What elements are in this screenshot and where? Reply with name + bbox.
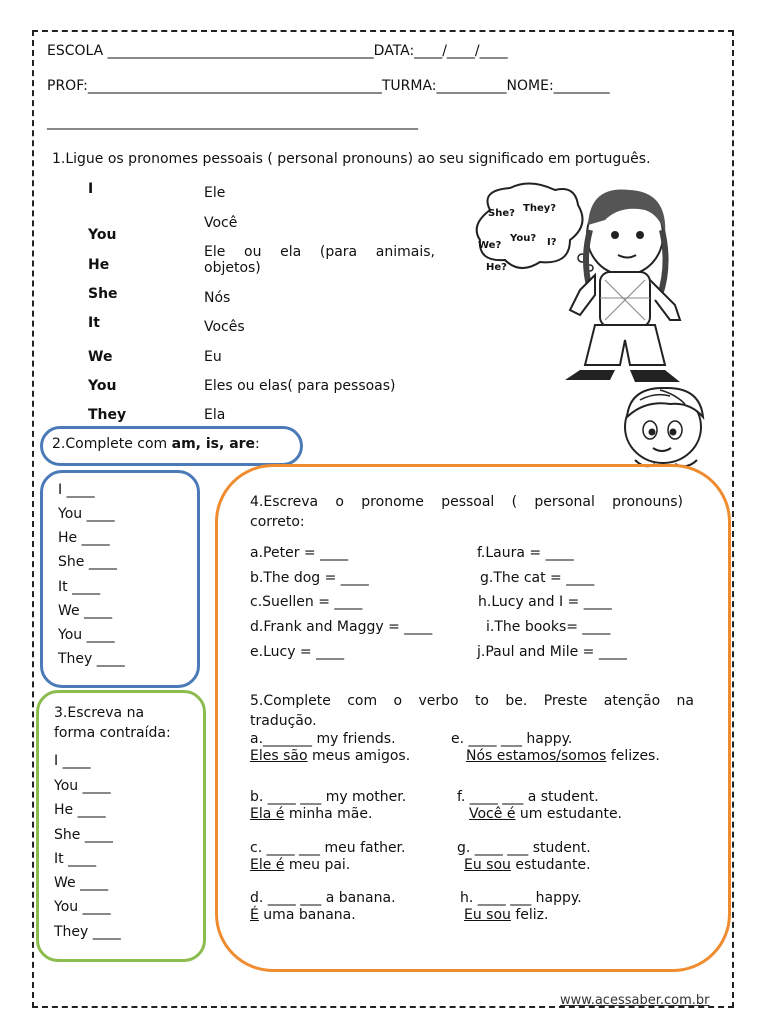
q4-item: b.The dog = ____ bbox=[250, 570, 369, 586]
q1-meaning: Ela bbox=[204, 407, 226, 423]
q5-translation-key: É bbox=[250, 907, 259, 923]
q5-translation-key: Ela é bbox=[250, 806, 285, 822]
q2-item: You ____ bbox=[58, 506, 115, 522]
q5-translation bbox=[464, 907, 548, 923]
q2-item: He ____ bbox=[58, 530, 110, 546]
q1-meaning: Eles ou elas( para pessoas) bbox=[204, 378, 396, 394]
header-teacher-class-name-line: PROF:__________________________________________TURMA:__________NOME:________ bbox=[47, 78, 610, 94]
q5-translation-rest: felizes. bbox=[606, 748, 660, 764]
q2-title-prefix: 2.Complete com bbox=[52, 436, 172, 452]
q4-title-line2: correto: bbox=[250, 514, 305, 530]
q4-title-line1: 4.Escreva o pronome pessoal ( personal pronouns) bbox=[250, 494, 683, 510]
q5-sentence: g. ____ ___ student. bbox=[457, 840, 591, 856]
q1-meaning: Ele ou ela (para animais, objetos) bbox=[204, 244, 435, 276]
q4-item: d.Frank and Maggy = ____ bbox=[250, 619, 433, 635]
q5-translation-rest: meus amigos. bbox=[307, 748, 411, 764]
header-school-date-line: ESCOLA ______________________________________DATA:____/____/____ bbox=[47, 43, 508, 59]
q5-sentence: d. ____ ___ a banana. bbox=[250, 890, 396, 906]
q1-pronoun: I bbox=[88, 181, 94, 197]
bubble-word: I? bbox=[547, 237, 557, 248]
q3-item: You ____ bbox=[54, 778, 111, 794]
q3-title-line1: 3.Escreva na bbox=[54, 705, 145, 721]
q4-item: e.Lucy = ____ bbox=[250, 644, 345, 660]
bubble-word: You? bbox=[510, 233, 537, 244]
q1-pronoun: You bbox=[88, 227, 117, 243]
footer-site-link[interactable]: www.acessaber.com.br bbox=[560, 993, 710, 1008]
q5-translation bbox=[250, 857, 350, 873]
q1-meaning: Vocês bbox=[204, 319, 245, 335]
q1-pronoun: It bbox=[88, 315, 100, 331]
q4-item: h.Lucy and I = ____ bbox=[478, 594, 612, 610]
q1-pronoun: He bbox=[88, 257, 110, 273]
q5-translation-key: Nós estamos/somos bbox=[466, 748, 607, 764]
q2-item: We ____ bbox=[58, 603, 113, 619]
q2-item: You ____ bbox=[58, 627, 115, 643]
q5-translation-rest: um estudante. bbox=[515, 806, 623, 822]
q5-translation-key: Eu sou bbox=[464, 907, 511, 923]
q5-translation bbox=[250, 907, 356, 923]
bubble-word: He? bbox=[486, 262, 507, 273]
q3-item: He ____ bbox=[54, 802, 106, 818]
q1-pronoun: You bbox=[88, 378, 117, 394]
q5-sentence: a._______ my friends. bbox=[250, 731, 396, 747]
q1-pronoun: She bbox=[88, 286, 118, 302]
q5-translation bbox=[466, 748, 660, 764]
q5-sentence: c. ____ ___ meu father. bbox=[250, 840, 406, 856]
q2-title bbox=[52, 436, 260, 452]
q5-sentence: b. ____ ___ my mother. bbox=[250, 789, 407, 805]
q5-title-line1: 5.Complete com o verbo to be. Preste atenção na bbox=[250, 693, 694, 709]
q5-translation bbox=[464, 857, 591, 873]
header-blank-line: _____________________________________________________ bbox=[47, 114, 418, 130]
q5-translation bbox=[469, 806, 622, 822]
q5-sentence: e. ____ ___ happy. bbox=[451, 731, 573, 747]
q3-title-line2: forma contraída: bbox=[54, 725, 171, 741]
q5-translation-key: Eles são bbox=[250, 748, 308, 764]
q3-item: I ____ bbox=[54, 753, 91, 769]
q5-translation-rest: feliz. bbox=[510, 907, 549, 923]
q1-pronoun: They bbox=[88, 407, 127, 423]
q5-translation bbox=[250, 806, 372, 822]
q4-item: c.Suellen = ____ bbox=[250, 594, 363, 610]
q5-translation-rest: uma banana. bbox=[258, 907, 356, 923]
q3-item: You ____ bbox=[54, 899, 111, 915]
q3-item: It ____ bbox=[54, 851, 97, 867]
q1-meaning: Nós bbox=[204, 290, 231, 306]
q1-meaning: Ele bbox=[204, 185, 226, 201]
q5-translation-key: Ele é bbox=[250, 857, 285, 873]
bubble-word: We? bbox=[478, 240, 502, 251]
boy-peeking-illustration bbox=[615, 382, 715, 472]
q2-title-suffix: : bbox=[255, 436, 260, 452]
q1-meaning: Eu bbox=[204, 349, 222, 365]
q4-item: g.The cat = ____ bbox=[480, 570, 595, 586]
q5-translation-key: Você é bbox=[469, 806, 516, 822]
q5-sentence: h. ____ ___ happy. bbox=[460, 890, 582, 906]
q5-translation bbox=[250, 748, 410, 764]
q1-title: 1.Ligue os pronomes pessoais ( personal pronouns) ao seu significado em português. bbox=[52, 151, 651, 167]
q5-title-line2: tradução. bbox=[250, 713, 317, 729]
q1-meaning: Você bbox=[204, 215, 238, 231]
q5-translation-rest: estudante. bbox=[510, 857, 591, 873]
q2-item: They ____ bbox=[58, 651, 125, 667]
q5-translation-rest: minha mãe. bbox=[284, 806, 373, 822]
q4-item: i.The books= ____ bbox=[486, 619, 611, 635]
q4-item: j.Paul and Mile = ____ bbox=[477, 644, 627, 660]
q5-sentence: f. ____ ___ a student. bbox=[457, 789, 599, 805]
q4-item: a.Peter = ____ bbox=[250, 545, 349, 561]
q4-item: f.Laura = ____ bbox=[477, 545, 574, 561]
q2-item: She ____ bbox=[58, 554, 117, 570]
q2-title-verbs: am, is, are bbox=[171, 436, 256, 452]
q3-item: They ____ bbox=[54, 924, 121, 940]
q3-item: We ____ bbox=[54, 875, 109, 891]
q5-translation-key: Eu sou bbox=[464, 857, 511, 873]
q3-item: She ____ bbox=[54, 827, 113, 843]
q2-item: I ____ bbox=[58, 482, 95, 498]
bubble-word: She? bbox=[488, 208, 515, 219]
q1-pronoun: We bbox=[88, 349, 113, 365]
q2-item: It ____ bbox=[58, 579, 101, 595]
bubble-word: They? bbox=[523, 203, 557, 214]
q5-translation-rest: meu pai. bbox=[284, 857, 351, 873]
